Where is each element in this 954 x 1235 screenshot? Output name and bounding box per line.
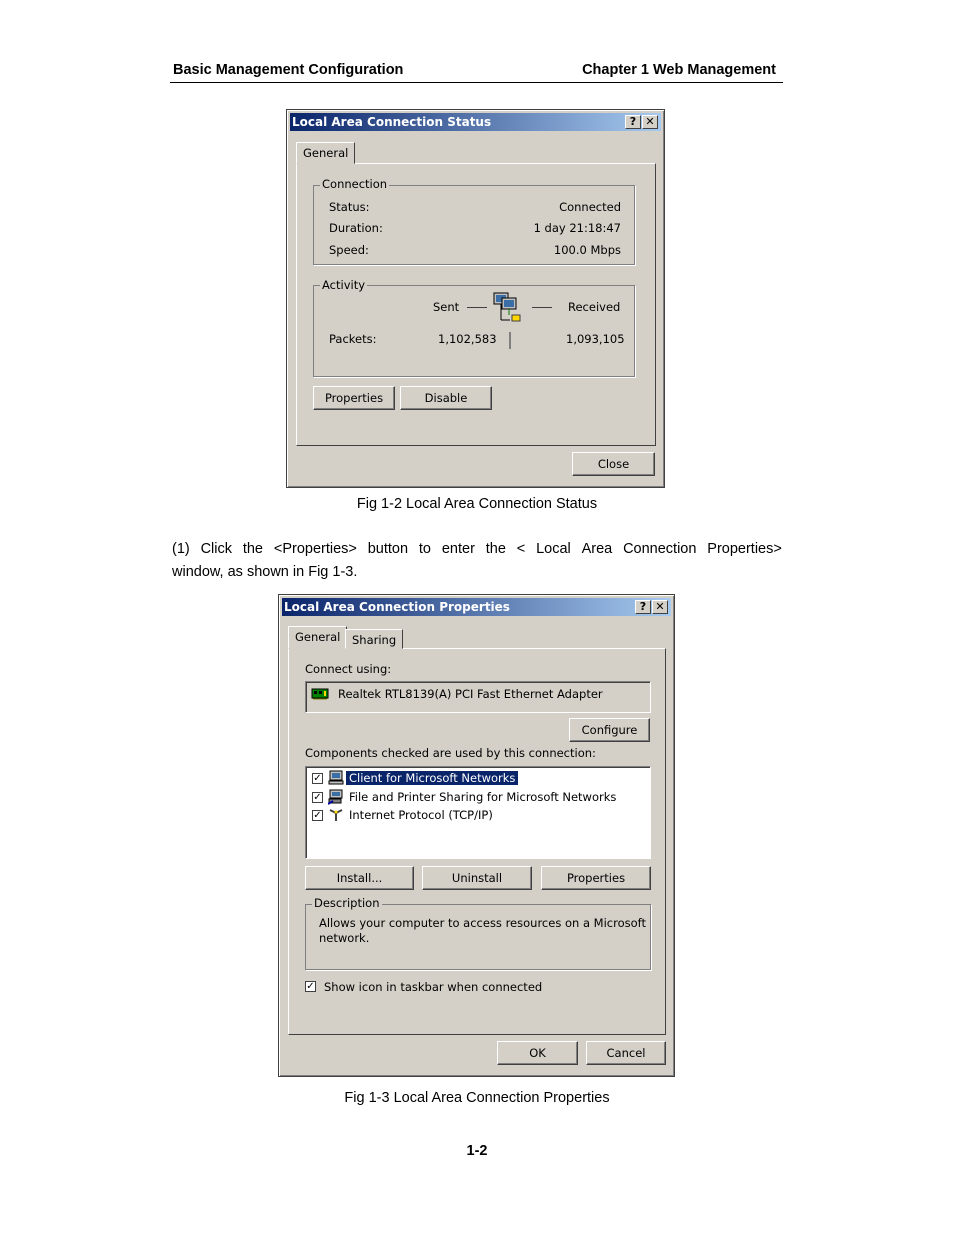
component-properties-button[interactable]: Properties: [541, 866, 651, 890]
word: to: [418, 541, 431, 557]
speed-value: 100.0 Mbps: [553, 243, 621, 257]
received-line: [532, 307, 552, 308]
list-item[interactable]: [312, 807, 642, 825]
tab-sharing[interactable]: Sharing: [345, 629, 403, 649]
adapter-field: [305, 681, 651, 713]
printer-sharing-icon: [328, 789, 344, 805]
component-checkbox[interactable]: ✓: [313, 810, 322, 821]
paragraph-line-2: window, as shown in Fig 1-3.: [172, 564, 358, 580]
paragraph-line-1: [172, 538, 782, 561]
sent-line: [467, 307, 487, 308]
figure-caption-2: Fig 1-3 Local Area Connection Properties: [344, 1090, 610, 1106]
packets-divider: [509, 332, 511, 349]
show-icon-label: Show icon in taskbar when connected: [324, 980, 543, 994]
status-dialog-titlebar: [290, 113, 661, 131]
uninstall-button[interactable]: Uninstall: [422, 866, 532, 890]
word: button: [367, 541, 409, 557]
component-label: File and Printer Sharing for Microsoft Networks: [349, 790, 617, 804]
network-client-icon: [328, 770, 344, 786]
packets-sent-value: 1,102,583: [438, 332, 497, 346]
duration-label: Duration:: [329, 221, 383, 235]
help-button[interactable]: ?: [625, 115, 641, 129]
word: Connection: [623, 541, 697, 557]
word: the: [485, 541, 506, 557]
network-adapter-icon: [311, 687, 329, 701]
components-label: Components checked are used by this connection:: [305, 746, 596, 760]
activity-group-label: Activity: [322, 278, 366, 292]
word: Properties>: [707, 541, 782, 557]
header-right: Chapter 1 Web Management: [582, 62, 776, 78]
component-label: Client for Microsoft Networks: [346, 771, 518, 785]
tab-general[interactable]: General: [296, 142, 355, 164]
status-label: Status:: [329, 200, 370, 214]
status-dialog: [286, 109, 665, 488]
word: the: [242, 541, 264, 557]
word: <Properties>: [273, 541, 357, 557]
header-left: Basic Management Configuration: [173, 62, 404, 78]
word: (1): [172, 541, 190, 557]
adapter-name: Realtek RTL8139(A) PCI Fast Ethernet Adapter: [338, 687, 603, 701]
word: enter: [441, 541, 475, 557]
packets-received-value: 1,093,105: [566, 332, 625, 346]
properties-dialog-titlebar: [282, 598, 671, 616]
close-icon[interactable]: ✕: [642, 115, 658, 129]
duration-value: 1 day 21:18:47: [533, 221, 621, 235]
page-number: 1-2: [466, 1143, 488, 1159]
status-properties-button[interactable]: Properties: [313, 386, 395, 410]
properties-dialog: [278, 594, 675, 1077]
component-label: Internet Protocol (TCP/IP): [349, 808, 493, 822]
help-button[interactable]: ?: [635, 600, 651, 614]
instruction-paragraph: [172, 538, 782, 584]
component-checkbox[interactable]: ✓: [313, 792, 322, 803]
word: Area: [581, 541, 613, 557]
close-icon[interactable]: ✕: [652, 600, 668, 614]
status-dialog-title: Local Area Connection Status: [292, 115, 492, 129]
sent-label: Sent: [433, 300, 460, 314]
properties-dialog-title: Local Area Connection Properties: [284, 600, 510, 614]
cancel-button[interactable]: Cancel: [586, 1041, 666, 1065]
received-label: Received: [568, 300, 621, 314]
word: Click: [200, 541, 232, 557]
close-button[interactable]: Close: [572, 452, 655, 476]
list-item[interactable]: [312, 789, 642, 807]
status-value: Connected: [559, 200, 621, 214]
protocol-icon: [328, 807, 344, 823]
disable-button[interactable]: Disable: [400, 386, 492, 410]
configure-button[interactable]: Configure: [569, 718, 650, 742]
ok-button[interactable]: OK: [497, 1041, 578, 1065]
components-list[interactable]: [305, 766, 651, 859]
word: Local: [536, 541, 571, 557]
list-item[interactable]: [312, 770, 642, 788]
connect-using-label: Connect using:: [305, 662, 392, 676]
component-checkbox[interactable]: ✓: [313, 773, 322, 784]
figure-caption-1: Fig 1-2 Local Area Connection Status: [356, 496, 598, 512]
description-group-label: Description: [314, 896, 380, 910]
install-button[interactable]: Install...: [305, 866, 414, 890]
connection-group-label: Connection: [322, 177, 388, 191]
network-activity-icon: [492, 290, 528, 326]
description-line-1: Allows your computer to access resources on a Microsoft: [319, 916, 646, 930]
header-rule: [170, 82, 783, 83]
tab-general[interactable]: General: [288, 626, 347, 649]
activity-group: [313, 285, 635, 377]
description-line-2: network.: [319, 931, 370, 945]
packets-label: Packets:: [329, 332, 377, 346]
speed-label: Speed:: [329, 243, 369, 257]
word: <: [516, 541, 526, 557]
show-icon-checkbox[interactable]: ✓: [306, 981, 315, 992]
